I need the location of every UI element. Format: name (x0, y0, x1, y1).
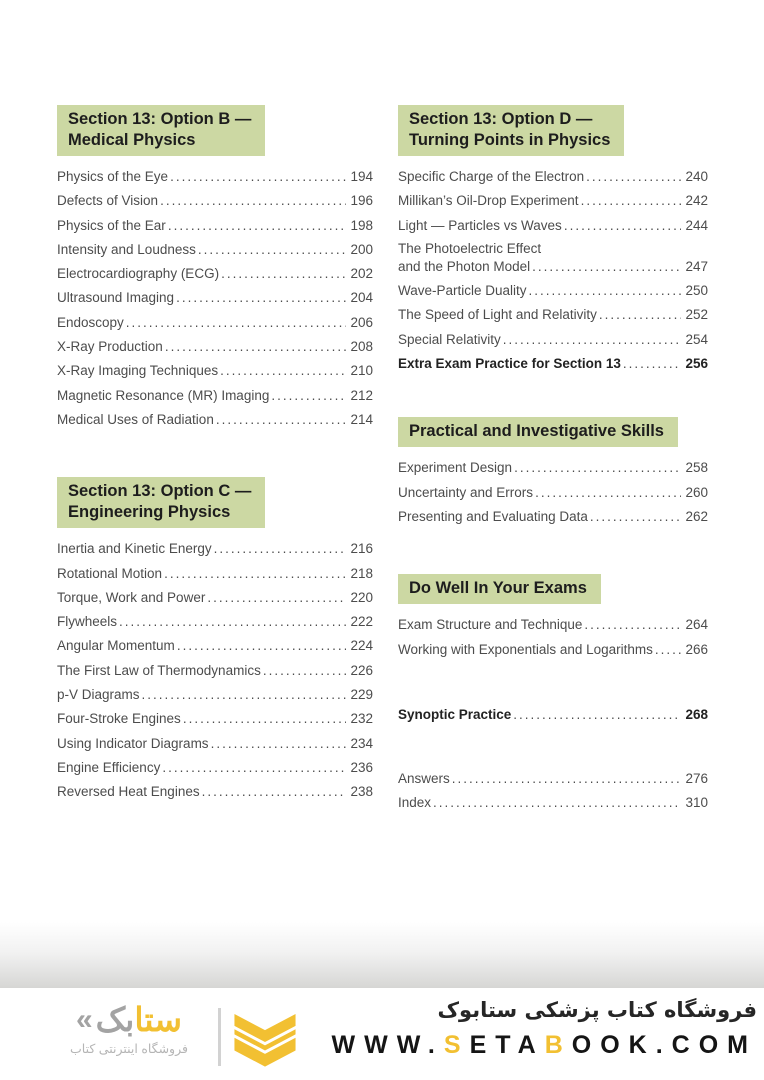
toc-entry-label: p-V Diagrams (57, 687, 140, 703)
toc-entry-page-number: 214 (350, 411, 373, 427)
toc-entry-label: Magnetic Resonance (MR) Imaging (57, 387, 270, 403)
toc-entry-label: X-Ray Imaging Techniques (57, 363, 219, 379)
dotted-leader (564, 218, 682, 233)
dotted-leader (183, 711, 347, 726)
toc-entry-label: Synoptic Practice (398, 706, 512, 722)
toc-entry-label: Uncertainty and Errors (398, 484, 534, 500)
toc-entry (57, 658, 373, 682)
dotted-leader (164, 566, 346, 581)
toc-entry-page-number: 256 (685, 356, 708, 372)
toc-entry (57, 706, 373, 730)
dotted-leader (202, 784, 347, 799)
dotted-leader (221, 266, 346, 281)
toc-entry-label: Electrocardiography (ECG) (57, 266, 220, 282)
toc-entry (57, 585, 373, 609)
toc-entry (398, 237, 708, 278)
toc-entry (398, 637, 708, 661)
dotted-leader (590, 509, 682, 524)
dotted-leader (503, 332, 682, 347)
toc-entry-label: Special Relativity (398, 331, 501, 347)
dotted-leader (452, 771, 682, 786)
toc-entry (398, 702, 708, 726)
toc-entry-page-number: 262 (685, 508, 708, 524)
toc-entry-page-number: 276 (685, 771, 708, 787)
toc-entry (57, 633, 373, 657)
wordmark-word (96, 1000, 182, 1040)
toc-entry (57, 383, 373, 407)
toc-entry-page-number: 229 (350, 687, 373, 703)
toc-entry-label: Exam Structure and Technique (398, 617, 583, 633)
toc-entry-label: Ultrasound Imaging (57, 290, 175, 306)
toc-entry-page-number: 266 (685, 641, 708, 657)
page-bottom-shadow (0, 922, 764, 988)
toc-entry (57, 407, 373, 431)
toc-entry-page-number: 202 (350, 266, 373, 282)
toc-entry (57, 358, 373, 382)
toc-entry-page-number: 200 (350, 241, 373, 257)
toc-entry-page-number: 232 (350, 711, 373, 727)
dotted-leader (514, 460, 681, 475)
toc-entry (57, 237, 373, 261)
toc-entry-label: Flywheels (57, 614, 118, 630)
dotted-leader (535, 485, 681, 500)
website-url (332, 1031, 757, 1060)
toc-entry-page-number: 247 (685, 258, 708, 274)
section-header (398, 105, 624, 156)
toc-entry-label: Presenting and Evaluating Data (398, 508, 588, 524)
dotted-leader (168, 218, 347, 233)
toc-entry-label: Extra Exam Practice for Section 13 (398, 356, 621, 372)
laquo-icon: « (75, 1003, 93, 1036)
toc-entry-page-number: 226 (350, 662, 373, 678)
dotted-leader (211, 736, 347, 751)
dotted-leader (263, 663, 347, 678)
toc-column-right (398, 105, 708, 815)
toc-entry-page-number: 240 (685, 169, 708, 184)
store-name-persian: فروشگاه کتاب پزشکی ستابوک (437, 998, 757, 1022)
toc-entry-page-number: 244 (685, 217, 708, 233)
toc-entry-label: Intensity and Loudness (57, 241, 196, 257)
toc-entry (398, 455, 708, 479)
dotted-leader (142, 687, 347, 702)
toc-entry (57, 779, 373, 803)
toc-entry (57, 261, 373, 285)
dotted-leader (623, 356, 682, 371)
toc-entry-page-number: 208 (350, 339, 373, 355)
dotted-leader (529, 283, 682, 298)
toc-entry (57, 561, 373, 585)
toc-entry (398, 612, 708, 636)
dotted-leader (177, 638, 347, 653)
toc-entry (57, 755, 373, 779)
toc-entry-page-number: 238 (350, 784, 373, 800)
toc-entry-label: Rotational Motion (57, 565, 163, 581)
toc-entry (57, 213, 373, 237)
dotted-leader (532, 259, 681, 274)
dotted-leader (584, 617, 681, 632)
toc-entry-page-number: 216 (350, 541, 373, 557)
setabook-chevron-icon (230, 1014, 300, 1070)
toc-entry-label: Physics of the Eye (57, 169, 169, 184)
toc-entry-page-number: 206 (350, 314, 373, 330)
dotted-leader (170, 169, 346, 184)
toc-entry (398, 351, 708, 375)
section-header-line: Do Well In Your Exams (409, 579, 587, 598)
toc-entry (57, 164, 373, 188)
setabook-logo (40, 1000, 218, 1056)
url-accent-letter: S (443, 1031, 470, 1059)
section-header (398, 417, 678, 447)
dotted-leader (513, 707, 681, 722)
dotted-leader (220, 363, 346, 378)
toc-entry (398, 327, 708, 351)
section-header-line: Section 13: Option B — (68, 110, 252, 128)
toc-entry-label: Endoscopy (57, 314, 124, 330)
toc-entry-page-number: 224 (350, 638, 373, 654)
toc-entry (57, 609, 373, 633)
toc-entry-label: Reversed Heat Engines (57, 784, 200, 800)
dotted-leader (207, 590, 346, 605)
toc-entry-label: Wave-Particle Duality (398, 283, 527, 299)
dotted-leader (126, 315, 347, 330)
footer (0, 988, 764, 1080)
toc-entry-label: Engine Efficiency (57, 759, 161, 775)
toc-entry-label: Torque, Work and Power (57, 589, 206, 605)
section-header (398, 574, 601, 604)
toc-entry-label: The Speed of Light and Relativity (398, 307, 597, 323)
dotted-leader (176, 290, 346, 305)
toc-entry-page-number: 250 (685, 283, 708, 299)
toc-entry (57, 536, 373, 560)
toc-entry-label: Using Indicator Diagrams (57, 735, 209, 751)
toc-entry (398, 213, 708, 237)
toc-entry (398, 278, 708, 302)
toc-entry-page-number: 254 (685, 331, 708, 347)
toc-entry-page-number: 258 (685, 460, 708, 476)
toc-entry-label: The First Law of Thermodynamics (57, 662, 261, 678)
url-segment: ETA (469, 1031, 545, 1059)
toc-entry-page-number: 222 (350, 614, 373, 630)
toc-entry-label: Defects of Vision (57, 193, 159, 209)
toc-entry (57, 188, 373, 212)
dotted-leader (216, 412, 347, 427)
toc-entry-label: Medical Uses of Radiation (57, 411, 214, 427)
toc-entry-list (57, 164, 373, 431)
url-accent-letter: B (544, 1031, 572, 1059)
setabook-wordmark (40, 1000, 218, 1040)
toc-entry-label: X-Ray Production (57, 339, 163, 355)
section-header-line: Section 13: Option C — (68, 482, 252, 501)
toc-entry-page-number: 210 (350, 363, 373, 379)
toc-entry (398, 480, 708, 504)
toc-entry-label: Index (398, 795, 432, 811)
wordmark-gray-part: بک (95, 1001, 135, 1038)
toc-entry (57, 731, 373, 755)
toc-entry-list (398, 164, 708, 375)
section-header-line: Section 13: Option D — (409, 110, 593, 128)
toc-entry-list (57, 536, 373, 803)
section-header-line: Engineering Physics (68, 503, 231, 522)
toc-entry (57, 310, 373, 334)
toc-entry-label: Answers (398, 771, 450, 787)
toc-entry-page-number: 220 (350, 589, 373, 605)
toc-entry-page-number: 310 (685, 795, 708, 811)
dotted-leader (160, 193, 346, 208)
dotted-leader (119, 614, 346, 629)
toc-entry (398, 790, 708, 814)
toc-entry-page-number: 264 (685, 617, 708, 633)
toc-column-left (57, 105, 373, 804)
url-segment: OOK.COM (571, 1031, 757, 1059)
footer-right (332, 996, 757, 1060)
toc-entry-page-number: 218 (350, 565, 373, 581)
toc-entry (398, 188, 708, 212)
toc-entry-list (398, 612, 708, 814)
section-header-line: Turning Points in Physics (409, 131, 611, 149)
toc-entry-page-number: 204 (350, 290, 373, 306)
toc-entry-label: Light — Particles vs Waves (398, 217, 562, 233)
toc-entry (398, 302, 708, 326)
toc-entry-label: Physics of the Ear (57, 217, 166, 233)
logo-tagline: فروشگاه اینترنتی کتاب (70, 1042, 188, 1056)
toc-entry-label: Millikan’s Oil-Drop Experiment (398, 193, 579, 209)
dotted-leader (198, 242, 347, 257)
dotted-leader (214, 541, 347, 556)
wordmark-yellow-part: ستا (134, 1001, 183, 1038)
toc-entry-page-number: 260 (685, 484, 708, 500)
dotted-leader (271, 388, 346, 403)
toc-entry (398, 766, 708, 790)
dotted-leader (162, 760, 346, 775)
toc-entry-page-number: 236 (350, 759, 373, 775)
section-header (57, 477, 265, 528)
section-header (57, 105, 265, 156)
toc-entry-page-number: 268 (685, 706, 708, 722)
toc-entry-page-number: 234 (350, 735, 373, 751)
toc-entry-page-number: 194 (350, 169, 373, 184)
toc-entry (57, 682, 373, 706)
toc-entry-first-line: The Photoelectric Effect (398, 240, 542, 256)
toc-entry-page-number: 252 (685, 307, 708, 323)
toc-entry-label: and the Photon Model (398, 258, 531, 274)
dotted-leader (165, 339, 347, 354)
toc-entry (398, 504, 708, 528)
toc-entry-label: Four-Stroke Engines (57, 711, 181, 727)
section-header-line: Medical Physics (68, 131, 196, 149)
toc-entry-label: Specific Charge of the Electron (398, 169, 585, 184)
toc-entry-label: Inertia and Kinetic Energy (57, 541, 212, 557)
toc-entry-page-number: 242 (685, 193, 708, 209)
toc-entry-page-number: 196 (350, 193, 373, 209)
toc-entry-page-number: 212 (350, 387, 373, 403)
url-segment: WWW. (331, 1031, 444, 1059)
logo-divider (218, 1008, 221, 1066)
dotted-leader (655, 642, 682, 657)
toc-entry-label: Angular Momentum (57, 638, 175, 654)
toc-entry-label: Working with Exponentials and Logarithms (398, 641, 653, 657)
dotted-leader (599, 307, 682, 322)
toc-entry (398, 164, 708, 188)
toc-entry (57, 285, 373, 309)
toc-entry-label: Experiment Design (398, 460, 513, 476)
dotted-leader (581, 193, 682, 208)
dotted-leader (433, 795, 681, 810)
toc-entry-list (398, 455, 708, 528)
section-header-line: Practical and Investigative Skills (409, 422, 664, 441)
toc-entry (57, 334, 373, 358)
toc-entry-page-number: 198 (350, 217, 373, 233)
dotted-leader (586, 169, 681, 184)
